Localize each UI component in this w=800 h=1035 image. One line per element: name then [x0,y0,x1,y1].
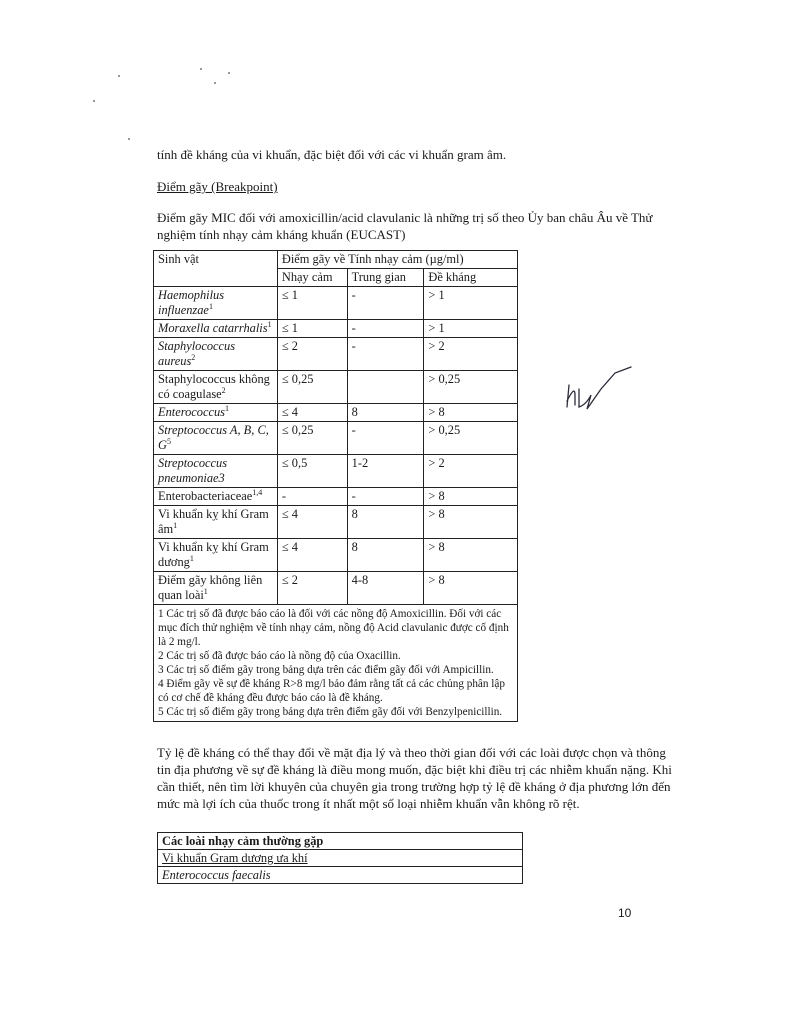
intermediate-value: - [347,320,424,338]
table-row [154,539,518,572]
organism-cell [154,488,278,506]
intermediate-value [347,371,424,404]
organism-cell [154,572,278,605]
page-number: 10 [618,906,632,920]
table-row [154,404,518,422]
susceptible-value: ≤ 1 [277,320,347,338]
susceptible-value: ≤ 0,5 [277,455,347,488]
table-row [154,338,518,371]
table-note: 1 Các trị số đã được báo cáo là đối với các nồng độ Amoxicillin. Đối với các mục đích thử nghiệm về tính nhạy cảm, nồng độ Acid clavulanic được cố định là 2 mg/l. [158,608,509,648]
table-row [154,371,518,404]
organism-name: Haemophilus influenzae [158,288,225,317]
organism-cell [154,371,278,404]
resistant-value: > 2 [424,338,518,371]
scan-speck [228,72,230,74]
table-header-row [154,251,518,269]
table-row [154,455,518,488]
susceptible-value: ≤ 0,25 [277,422,347,455]
footnote-ref: 2 [191,352,196,362]
intermediate-value: - [347,287,424,320]
breakpoint-table [153,250,518,722]
susceptible-value: ≤ 4 [277,539,347,572]
organism-cell [154,338,278,371]
susceptible-value: ≤ 0,25 [277,371,347,404]
organism-cell [154,506,278,539]
intermediate-value: 1-2 [347,455,424,488]
footnote-ref: 1 [203,586,208,596]
table-note: 5 Các trị số điểm gãy trong bảng dựa trên điểm gãy đối với Benzylpenicillin. [158,706,503,718]
intermediate-value: 4-8 [347,572,424,605]
organism-cell [154,539,278,572]
subheader-intermediate: Trung gian [347,269,424,287]
organism-name: Enterobacteriaceae [158,489,253,503]
resistant-value: > 8 [424,506,518,539]
organism-name: Streptococcus A, B, C, G [158,423,269,452]
resistant-value: > 0,25 [424,371,518,404]
susceptible-value: ≤ 4 [277,404,347,422]
intermediate-value: - [347,338,424,371]
table-row [154,506,518,539]
header-breakpoint-group: Điểm gãy về Tính nhạy cảm (µg/ml) [277,251,517,269]
footnote-ref: 1 [267,319,272,329]
intermediate-value: 8 [347,539,424,572]
intermediate-value: - [347,422,424,455]
resistance-paragraph: Tỷ lệ đề kháng có thể thay đổi về mặt địa lý và theo thời gian đối với các loài được chọn và thông tin địa phương về sự đề kháng là điều mong muốn, đặc biệt khi điều trị các nhiễm khuẩn nặng. Khi cần thiết, nên tìm lời khuyên của chuyên gia trong trường hợp tỷ lệ đề kháng ở địa phương lớn đến mức mà lợi ích của thuốc trong ít nhất một số loại nhiễm khuẩn vẫn không rõ rệt. [157,745,672,811]
footnote-ref: 1 [173,520,178,530]
footnote-ref: 1 [224,403,229,413]
signature-mark [565,365,635,411]
susceptible-species-table [157,832,523,884]
susceptible-value: - [277,488,347,506]
header-organism: Sinh vật [154,251,278,287]
organism-name: Điểm gãy không liên quan loài [158,573,263,602]
scan-speck [93,100,95,102]
intro-text: tính đề kháng của vi khuẩn, đặc biệt đối với các vi khuẩn gram âm. [157,147,507,162]
susceptible-value: ≤ 4 [277,506,347,539]
scan-speck [128,138,130,140]
organism-name: Staphylococcus không có coagulase [158,372,270,401]
resistant-value: > 1 [424,320,518,338]
intermediate-value: 8 [347,506,424,539]
resistant-value: > 1 [424,287,518,320]
subheader-susceptible: Nhạy cảm [277,269,347,287]
organism-name: Vi khuẩn kỵ khí Gram âm [158,507,269,536]
intermediate-value: - [347,488,424,506]
eucast-paragraph: Điểm gãy MIC đối với amoxicillin/acid clavulanic là những trị số theo Ủy ban châu Âu về Thử nghiệm tính nhạy cảm kháng khuẩn (EUCAST) [157,210,653,242]
susceptible-value: ≤ 2 [277,338,347,371]
scan-speck [200,68,202,70]
species-table-subheader: Vi khuẩn Gram dương ưa khí [158,850,523,867]
section-heading: Điểm gãy (Breakpoint) [157,179,278,194]
organism-cell [154,455,278,488]
resistant-value: > 8 [424,488,518,506]
table-note: 4 Điểm gãy về sự đề kháng R>8 mg/l bảo đảm rằng tất cả các chủng phân lập có cơ chế đề kháng đều được báo cáo là đề kháng. [158,678,505,704]
species-table-header: Các loài nhạy cảm thường gặp [158,833,523,850]
organism-name: Vi khuẩn kỵ khí Gram dương [158,540,269,569]
resistant-value: > 2 [424,455,518,488]
resistant-value: > 0,25 [424,422,518,455]
table-note: 3 Các trị số điểm gãy trong bảng dựa trên các điểm gãy đối với Ampicillin. [158,664,494,676]
footnote-ref: 1 [208,301,213,311]
footnote-ref: 5 [166,436,171,446]
organism-name: Staphylococcus aureus [158,339,236,368]
breakpoint-table-body [154,287,518,605]
resistant-value: > 8 [424,572,518,605]
table-notes [154,605,518,722]
table-notes-row [154,605,518,722]
organism-cell [154,422,278,455]
organism-name: Streptococcus pneumoniae3 [158,456,228,485]
organism-cell [154,404,278,422]
resistant-value: > 8 [424,404,518,422]
footnote-ref: 1,4 [252,487,263,497]
organism-cell [154,320,278,338]
organism-name: Moraxella catarrhalis [158,321,268,335]
table-row [154,572,518,605]
table-row [154,488,518,506]
table-row [154,287,518,320]
table-note: 2 Các trị số đã được báo cáo là nồng độ của Oxacillin. [158,650,401,662]
footnote-ref: 2 [221,385,226,395]
scan-speck [118,75,120,77]
table-row [154,422,518,455]
table-row [154,320,518,338]
subheader-resistant: Đề kháng [424,269,518,287]
organism-cell [154,287,278,320]
susceptible-value: ≤ 2 [277,572,347,605]
footnote-ref: 1 [189,553,194,563]
scan-speck [214,82,216,84]
intermediate-value: 8 [347,404,424,422]
species-table-item: Enterococcus faecalis [158,867,523,884]
resistant-value: > 8 [424,539,518,572]
susceptible-value: ≤ 1 [277,287,347,320]
organism-name: Enterococcus [158,405,225,419]
